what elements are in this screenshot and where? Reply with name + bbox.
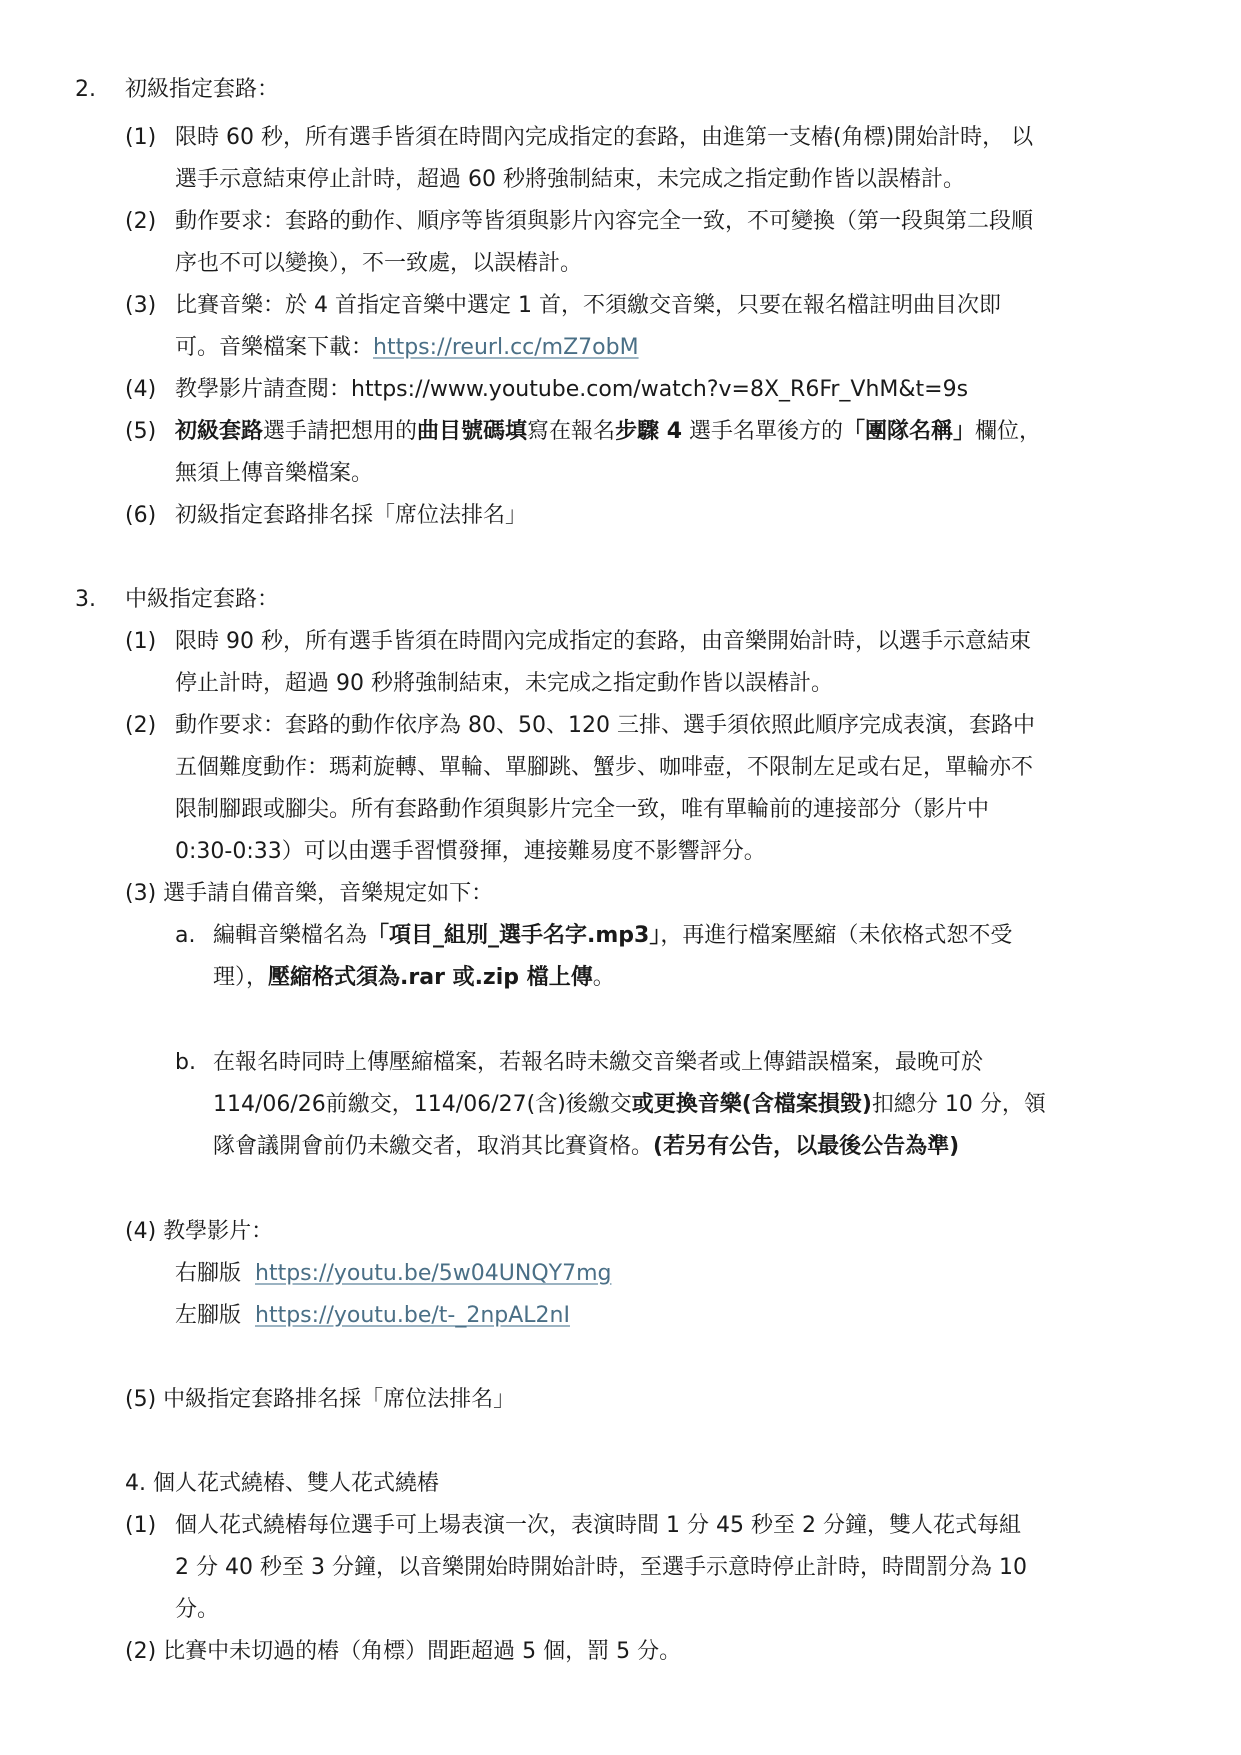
item-text: 教學影片請查閱：https://www.youtube.com/watch?v=8X_R6Fr_VhM&t=9s [175,377,969,402]
item-text: 五個難度動作：瑪莉旋轉、單輪、單腳跳、蟹步、咖啡壺，不限制左足或右足，單輪亦不 [175,755,1034,780]
video-row [175,1301,570,1331]
text: 扣總分 10 分，領 [871,1092,1046,1117]
item-number: (2) [125,713,157,738]
item-number: (1) [125,125,157,150]
item-text: 序也不可以變換），不一致處，以誤樁計。 [175,251,583,276]
item-text: 分。 [175,1597,220,1622]
left-foot-label: 左腳版 [175,1303,242,1328]
subitem-letter: b. [175,1050,196,1075]
right-foot-label: 右腳版 [175,1261,242,1286]
bold-text: 「團隊名稱」 [843,419,976,444]
item-number: (3) [125,293,157,318]
music-download-link[interactable]: https://reurl.cc/mZ7obM [373,335,639,360]
bold-text: 步驟 4 [615,419,683,444]
section-3-title: 中級指定套路： [125,587,280,612]
subitem-text [213,921,1012,951]
item-text: 限制腳跟或腳尖。所有套路動作須與影片完全一致，唯有單輪前的連接部分（影片中 [175,797,990,822]
item-number: (1) [125,1513,157,1538]
left-foot-video-link[interactable]: https://youtu.be/t-_2npAL2nI [255,1303,570,1328]
subitem-text [213,1090,1046,1120]
item-number: (4) [125,377,157,402]
item-text: 無須上傳音樂檔案。 [175,461,374,486]
item-number: (2) [125,209,157,234]
item-text [175,333,639,363]
item-text: 限時 60 秒，所有選手皆須在時間內完成指定的套路，由進第一支樁(角標)開始計時， 以 [175,125,1034,150]
bold-text: 或更換音樂(含檔案損毀) [631,1092,872,1117]
item-text: 初級指定套路排名採「席位法排名」 [175,503,528,528]
item-number: (6) [125,503,157,528]
text: 寫在報名 [527,419,616,444]
item-text: 停止計時，超過 90 秒將強制結束，未完成之指定動作皆以誤樁計。 [175,671,833,696]
item-text-prefix: 可。音樂檔案下載： [175,335,374,360]
bold-text: 初級套路 [175,419,264,444]
item-text: 個人花式繞樁每位選手可上場表演一次，表演時間 1 分 45 秒至 2 分鐘，雙人花式每組 [175,1513,1021,1538]
item-text: 動作要求：套路的動作、順序等皆須與影片內容完全一致，不可變換（第一段與第二段順 [175,209,1034,234]
bold-text: 壓縮格式須為.rar 或.zip 檔上傳 [268,965,593,990]
right-foot-video-link[interactable]: https://youtu.be/5w04UNQY7mg [255,1261,612,1286]
video-row [175,1259,611,1289]
text: 理）， [213,965,269,990]
text: 選手名單後方的 [682,419,844,444]
text: 選手請把想用的 [263,419,418,444]
bold-text: (若另有公告，以最後公告為準) [653,1134,960,1159]
text: 欄位， [975,419,1042,444]
item-text: 2 分 40 秒至 3 分鐘，以音樂開始時開始計時，至選手示意時停止計時，時間罰分為 10 [175,1555,1027,1580]
text: 。 [592,965,615,990]
section-3-number: 3. [75,587,96,612]
item-text: 選手示意結束停止計時，超過 60 秒將強制結束，未完成之指定動作皆以誤樁計。 [175,167,965,192]
section-2-title: 初級指定套路： [125,77,280,102]
item-number: (5) [125,419,157,444]
text: ，再進行檔案壓縮（未依格式恕不受 [660,923,1013,948]
text: 114/06/26前繳交，114/06/27(含)後繳交 [213,1092,632,1117]
subitem-text: 在報名時同時上傳壓縮檔案，若報名時未繳交音樂者或上傳錯誤檔案，最晚可於 [213,1050,984,1075]
item-text [175,417,1041,447]
item-heading: (3) 選手請自備音樂，音樂規定如下： [125,881,494,906]
item-text: 比賽音樂：於 4 首指定音樂中選定 1 首，不須繳交音樂，只要在報名檔註明曲目次即 [175,293,1001,318]
item-text: 動作要求：套路的動作依序為 80、50、120 三排、選手須依照此順序完成表演，套路中 [175,713,1035,738]
item-heading: (4) 教學影片： [125,1219,274,1244]
item-text: (5) 中級指定套路排名採「席位法排名」 [125,1387,516,1412]
subitem-text [213,963,615,993]
item-number: (1) [125,629,157,654]
section-4-title: 4. 個人花式繞樁、雙人花式繞樁 [125,1471,439,1496]
text: 隊會議開會前仍未繳交者，取消其比賽資格。 [213,1134,654,1159]
subitem-letter: a. [175,923,196,948]
section-2-number: 2. [75,77,96,102]
item-text: (2) 比賽中未切過的樁（角標）間距超過 5 個，罰 5 分。 [125,1639,682,1664]
bold-text: 曲目號碼填 [417,419,528,444]
item-text: 0:30-0:33）可以由選手習慣發揮，連接難易度不影響評分。 [175,839,766,864]
item-text: 限時 90 秒，所有選手皆須在時間內完成指定的套路，由音樂開始計時，以選手示意結束 [175,629,1031,654]
subitem-text [213,1132,959,1162]
text: 編輯音樂檔名為 [213,923,368,948]
bold-text: 「項目_組別_選手名字.mp3」 [367,923,661,948]
